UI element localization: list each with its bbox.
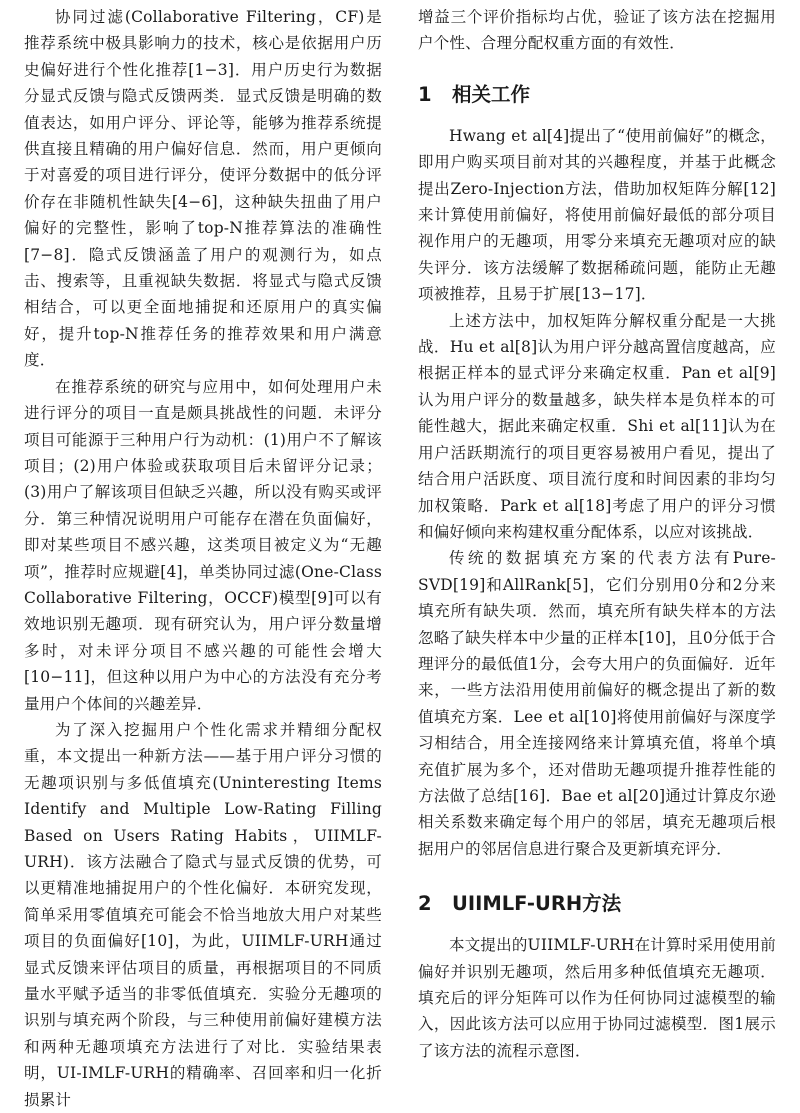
section-2-heading xyxy=(418,889,776,919)
section-1-title: 相关工作 xyxy=(452,82,531,106)
section-1-heading xyxy=(418,80,776,110)
intro-paragraph-1: 协同过滤(Collaborative Filtering，CF)是推荐系统中极具影响力的技术，核心是依据用户历史偏好进行个性化推荐[1−3]．用户历史行为数据分显式反馈与隐式反馈两类．显式反馈是明确的数值表达，如用户评分、评论等，能够为推荐系统提供直接且精确的用户偏好信息．然而，用户更倾向于对喜爱的项目进行评分，使评分数据中的低分评价存在非随机性缺失[4−6]，这种缺失扭曲了用户偏好的完整性，影响了top-N推荐算法的准确性[7−8]．隐式反馈涵盖了用户的观测行为，如点击、搜索等，且重视缺失数据．将显式与隐式反馈相结合，可以更全面地捕捉和还原用户的真实偏好，提升top-N推荐任务的推荐效果和用户满意度． xyxy=(24,8,382,370)
section-1-number: 1 xyxy=(418,82,432,106)
related-work-paragraph-1: Hwang et al[4]提出了“使用前偏好”的概念，即用户购买项目前对其的兴趣程度，并基于此概念提出Zero-Injection方法，借助加权矩阵分解[12]来计算使用前偏好，将使用前偏好最低的部分项目视作用户的无趣项，用零分来填充无趣项对应的缺失评分．该方法缓解了数据稀疏问题，能防止无趣项被推荐，且易于扩展[13−17]． xyxy=(418,126,776,304)
section-2-number: 2 xyxy=(418,892,432,916)
right-column xyxy=(418,4,776,1064)
intro-continuation: 增益三个评价指标均占优，验证了该方法在挖掘用户个性、合理分配权重方面的有效性． xyxy=(418,8,776,53)
section-2-title: UIIMLF-URH方法 xyxy=(452,892,622,916)
method-paragraph-1: 本文提出的UIIMLF-URH在计算时采用使用前偏好并识别无趣项，然后用多种低值填充无趣项．填充后的评分矩阵可以作为任何协同过滤模型的输入，因此该方法可以应用于协同过滤模型．图1展示了该方法的流程示意图． xyxy=(418,936,776,1060)
intro-paragraph-2: 在推荐系统的研究与应用中，如何处理用户未进行评分的项目一直是颇具挑战性的问题．未评分项目可能源于三种用户行为动机：(1)用户不了解该项目；(2)用户体验或获取项目后未留评分记录；(3)用户了解该项目但缺乏兴趣，所以没有购买或评分．第三种情况说明用户可能存在潜在负面偏好，即对某些项目不感兴趣，这类项目被定义为“无趣项”，推荐时应规避[4]，单类协同过滤(One-Class Collaborative Filtering，OCCF)模型[9]可以有效地识别无趣项．现有研究认为，用户评分数量增多时，对未评分项目不感兴趣的可能性会增大[10−11]，但这种以用户为中心的方法没有充分考量用户个体间的兴趣差异． xyxy=(24,377,382,713)
left-column xyxy=(24,4,382,1113)
related-work-paragraph-2: 上述方法中，加权矩阵分解权重分配是一大挑战．Hu et al[8]认为用户评分越高置信度越高，应根据正样本的显式评分来确定权重．Pan et al[9]认为用户评分的数量越多，缺失样本是负样本的可能性越大，据此来确定权重．Shi et al[11]认为在用户活跃期流行的项目更容易被用户看见，提出了结合用户活跃度、项目流行度和时间因素的非均匀加权策略．Park et al[18]考虑了用户的评分习惯和偏好倾向来构建权重分配体系，以应对该挑战． xyxy=(418,311,776,541)
related-work-paragraph-3: 传统的数据填充方案的代表方法有Pure-SVD[19]和AllRank[5]，它们分别用0分和2分来填充所有缺失项．然而，填充所有缺失样本的方法忽略了缺失样本中少量的正样本[10]，且0分低于合理评分的最低值1分，会夸大用户的负面偏好．近年来，一些方法沿用使用前偏好的概念提出了新的数值填充方案．Lee et al[10]将使用前偏好与深度学习相结合，用全连接网络来计算填充值，将单个填充值扩展为多个，还对借助无趣项提升推荐性能的方法做了总结[16]．Bae et al[20]通过计算皮尔逊相关系数来确定每个用户的邻居，填充无趣项后根据用户的邻居信息进行聚合及更新填充评分． xyxy=(418,549,776,858)
intro-paragraph-3: 为了深入挖掘用户个性化需求并精细分配权重，本文提出一种新方法——基于用户评分习惯的无趣项识别与多低值填充(Uninteresting Items Identify and Multiple Low-Rating Filling Based on Users Rating Habits，UIIMLF-URH)．该方法融合了隐式与显式反馈的优势，可以更精准地捕捉用户的个性化偏好．本研究发现，简单采用零值填充可能会不恰当地放大用户对某些项目的负面偏好[10]，为此，UIIMLF-URH通过显式反馈来评估项目的质量，再根据项目的不同质量水平赋予适当的非零低值填充．实验分无趣项的识别与填充两个阶段，与三种使用前偏好建模方法和两种无趣项填充方法进行了对比．实验结果表明，UI-IMLF-URH的精确率、召回率和归一化折损累计 xyxy=(24,720,382,1109)
